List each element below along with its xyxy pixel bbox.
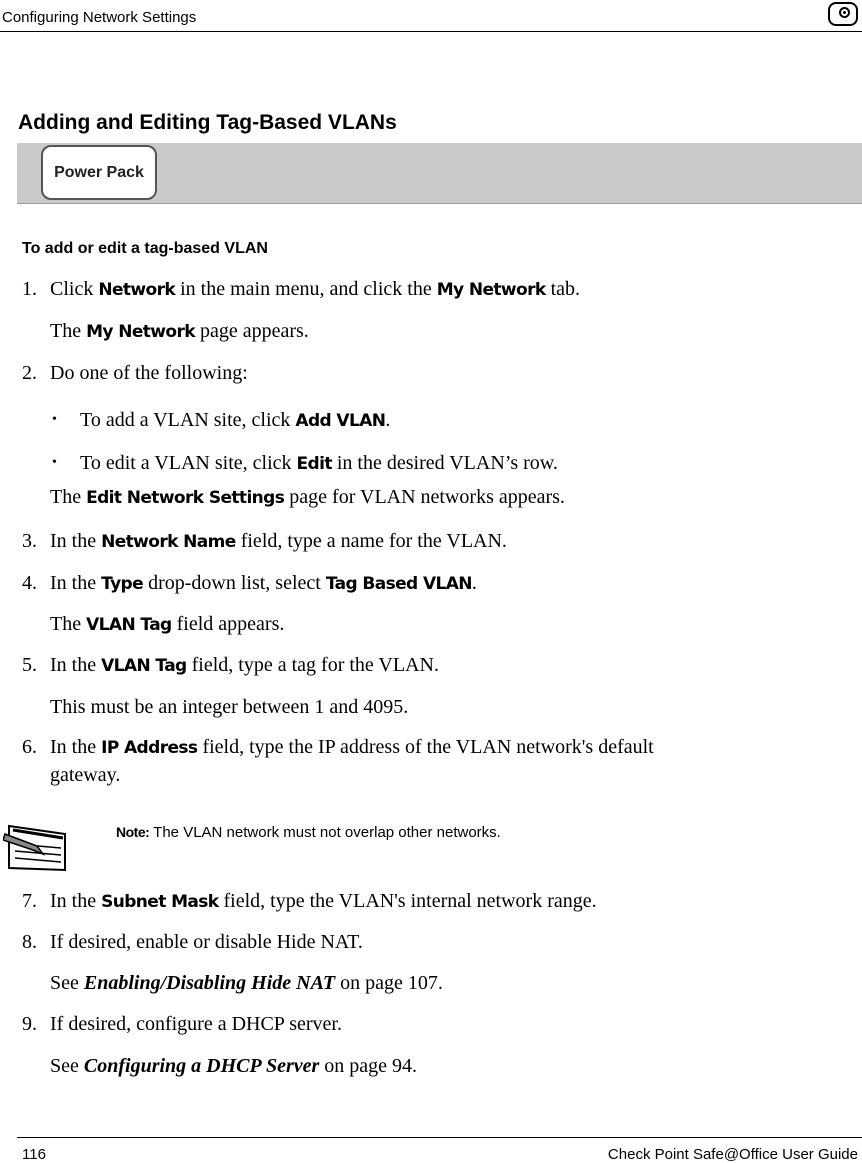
link-configuring-dhcp-server[interactable]: Configuring a DHCP Server <box>83 1055 320 1077</box>
page-header <box>0 0 862 32</box>
ui-term: Type <box>101 574 144 594</box>
ui-term: IP Address <box>101 738 198 758</box>
ui-term: VLAN Tag <box>86 615 172 635</box>
step-2-result: The Edit Network Settings page for VLAN networks appears. <box>50 486 565 508</box>
footer-title: Check Point Safe@Office User Guide <box>607 1146 858 1163</box>
ui-term: Network <box>98 280 176 300</box>
bullet-edit-vlan: • To edit a VLAN site, click Edit in the desired VLAN’s row. <box>52 452 558 474</box>
step-4-result: The VLAN Tag field appears. <box>50 613 285 635</box>
camera-icon <box>828 2 858 26</box>
note: Note: The VLAN network must not overlap other networks. <box>116 824 501 841</box>
step-2: 2. Do one of the following: <box>22 362 248 384</box>
ui-term: Tag Based VLAN <box>325 574 472 594</box>
step-9: 9. If desired, configure a DHCP server. <box>22 1013 342 1035</box>
power-pack-badge: Power Pack <box>41 145 157 200</box>
step-5-result: This must be an integer between 1 and 4095. <box>50 696 409 718</box>
page-number: 116 <box>22 1146 46 1163</box>
ui-term: Network Name <box>101 532 236 552</box>
step-5: 5. In the VLAN Tag field, type a tag for the VLAN. <box>22 654 439 676</box>
step-9-result: See Configuring a DHCP Server on page 94. <box>50 1055 418 1077</box>
step-6: 6. In the IP Address field, type the IP address of the VLAN network's default <box>22 736 654 758</box>
footer-rule <box>17 1137 862 1138</box>
note-label: Note: <box>116 824 150 840</box>
ui-term: Add VLAN <box>295 411 386 431</box>
ui-term: Subnet Mask <box>101 892 219 912</box>
ui-term: Edit Network Settings <box>86 488 285 508</box>
procedure-title: To add or edit a tag-based VLAN <box>22 240 268 257</box>
step-1: 1. Click Network in the main menu, and click the My Network tab. <box>22 278 581 300</box>
section-title: Adding and Editing Tag-Based VLANs <box>18 111 397 134</box>
step-3: 3. In the Network Name field, type a name for the VLAN. <box>22 530 507 552</box>
link-enabling-hide-nat[interactable]: Enabling/Disabling Hide NAT <box>83 972 336 994</box>
step-8-result: See Enabling/Disabling Hide NAT on page 107. <box>50 972 443 994</box>
ui-term: My Network <box>86 322 195 342</box>
ui-term: My Network <box>436 280 546 300</box>
step-6-continued: gateway. <box>50 764 121 786</box>
ui-term: VLAN Tag <box>101 656 187 676</box>
ui-term: Edit <box>296 454 332 474</box>
step-4: 4. In the Type drop-down list, select Tag Based VLAN. <box>22 572 477 594</box>
step-1-result: The My Network page appears. <box>50 320 309 342</box>
note-pad-icon <box>3 820 69 872</box>
power-pack-bar <box>17 143 862 204</box>
header-title: Configuring Network Settings <box>2 9 197 26</box>
step-7: 7. In the Subnet Mask field, type the VLAN's internal network range. <box>22 890 597 912</box>
step-8: 8. If desired, enable or disable Hide NAT. <box>22 931 363 953</box>
bullet-add-vlan: • To add a VLAN site, click Add VLAN. <box>52 409 391 431</box>
